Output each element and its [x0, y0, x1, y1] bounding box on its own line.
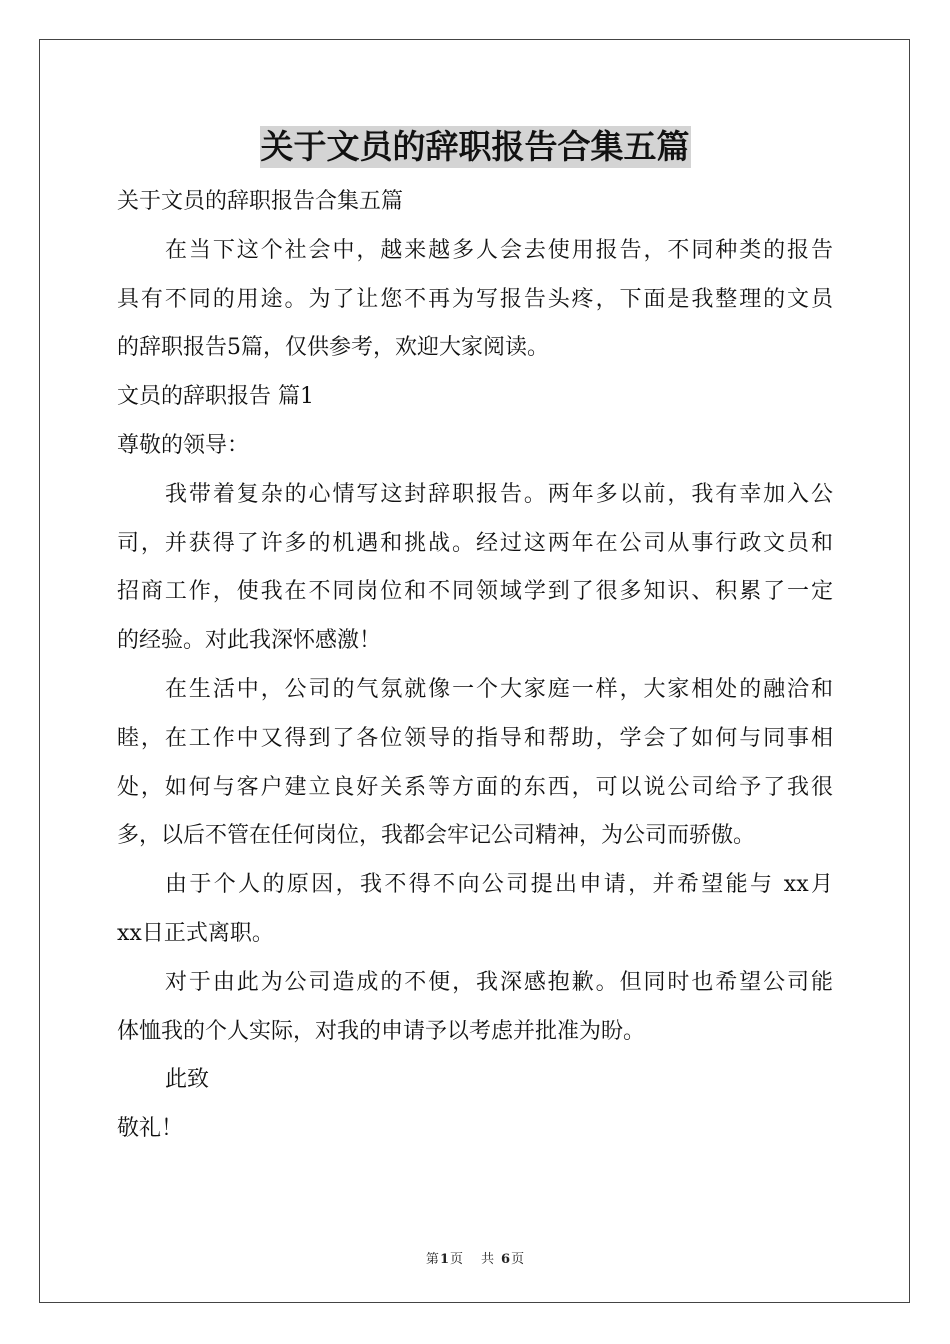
text-line: 处，如何与客户建立良好关系等方面的东西，可以说公司给予了我很: [117, 774, 833, 800]
document-title: 关于文员的辞职报告合集五篇: [260, 127, 690, 166]
page-number: 1: [439, 1252, 449, 1267]
page-suffix: 页: [449, 1252, 463, 1267]
text-line: 的辞职报告5篇，仅供参考，欢迎大家阅读。: [117, 335, 549, 361]
text-line: 在当下这个社会中，越来越多人会去使用报告，不同种类的报告: [165, 237, 833, 263]
text-line: 司，并获得了许多的机遇和挑战。经过这两年在公司从事行政文员和: [117, 530, 833, 556]
text-line: 敬礼！: [117, 1116, 184, 1142]
total-pages: 6: [501, 1252, 511, 1267]
total-prefix: 共: [481, 1252, 495, 1267]
page-prefix: 第: [425, 1252, 439, 1267]
title-container: [0, 126, 950, 168]
text-line: 多，以后不管在任何岗位，我都会牢记公司精神，为公司而骄傲。: [117, 823, 756, 849]
text-line: 尊敬的领导：: [117, 432, 250, 458]
text-line: 文员的辞职报告 篇1: [117, 384, 314, 410]
text-line: 对于由此为公司造成的不便，我深感抱歉。但同时也希望公司能: [165, 969, 833, 995]
text-line: 关于文员的辞职报告合集五篇: [117, 189, 404, 214]
text-line: 在生活中，公司的气氛就像一个大家庭一样，大家相处的融洽和: [165, 676, 833, 702]
page-footer: [0, 1248, 950, 1267]
document-body: [117, 178, 833, 1154]
text-line: 我带着复杂的心情写这封辞职报告。两年多以前，我有幸加入公: [165, 481, 833, 507]
text-line: 体恤我的个人实际，对我的申请予以考虑并批准为盼。: [117, 1018, 646, 1044]
text-line: xx日正式离职。: [117, 920, 274, 946]
text-line: 睦，在工作中又得到了各位领导的指导和帮助，学会了如何与同事相: [117, 725, 833, 751]
total-suffix: 页: [511, 1252, 525, 1267]
text-line: 此致: [165, 1067, 210, 1093]
text-line: 具有不同的用途。为了让您不再为写报告头疼，下面是我整理的文员: [117, 286, 833, 312]
text-line: 招商工作，使我在不同岗位和不同领域学到了很多知识、积累了一定: [117, 579, 833, 605]
text-line: 的经验。对此我深怀感激！: [117, 628, 382, 654]
text-line: 由于个人的原因，我不得不向公司提出申请，并希望能与 xx月: [165, 872, 833, 898]
